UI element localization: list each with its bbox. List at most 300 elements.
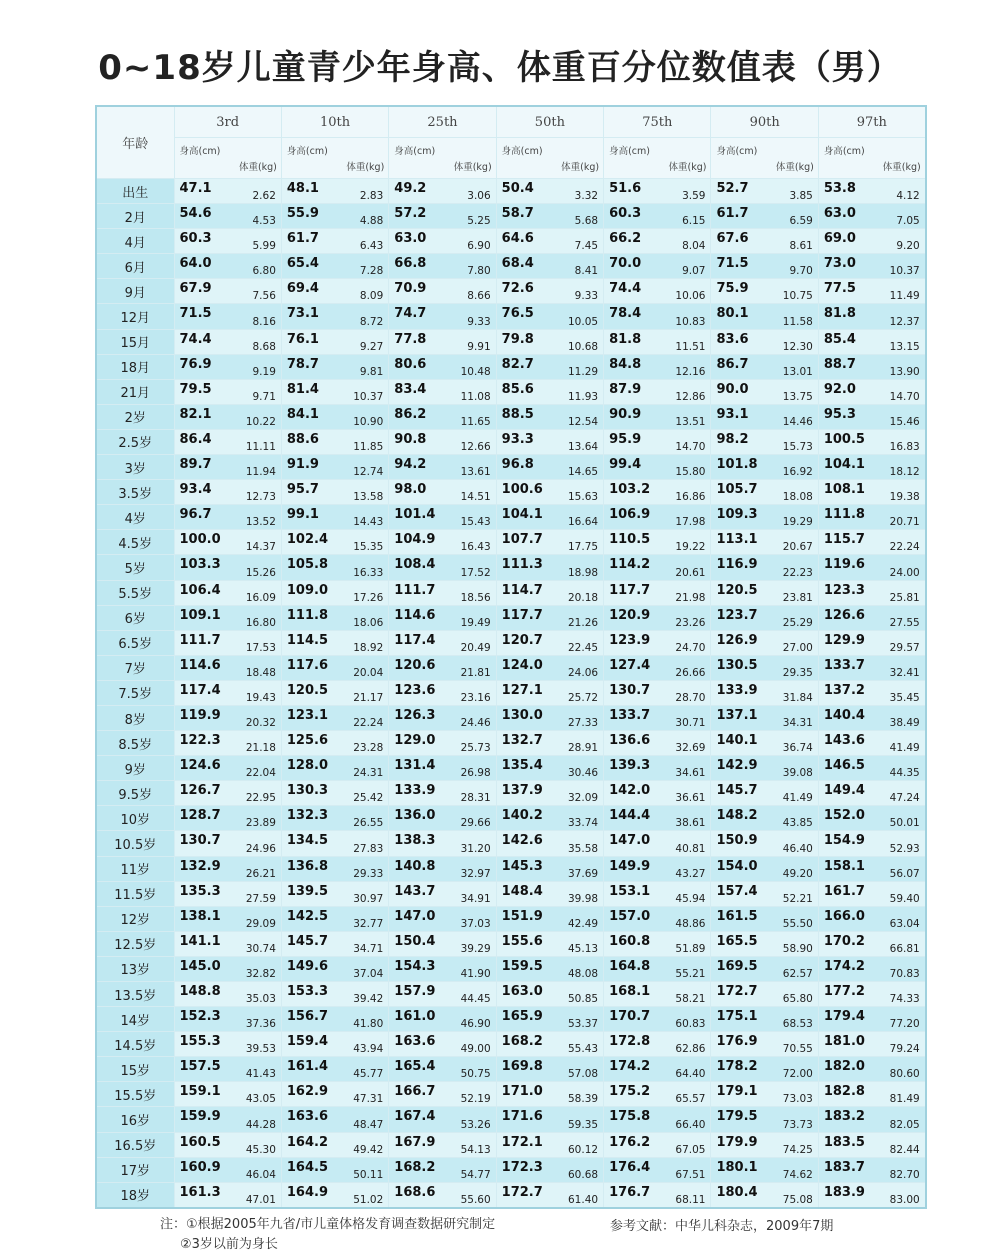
table-row bbox=[96, 1007, 926, 1032]
weight-value: 74.25 bbox=[782, 1143, 813, 1156]
age-cell: 3岁 bbox=[96, 455, 174, 480]
weight-value: 49.42 bbox=[353, 1143, 384, 1156]
age-cell: 2岁 bbox=[96, 404, 174, 429]
value-cell bbox=[496, 1007, 603, 1032]
weight-value: 17.52 bbox=[460, 566, 491, 579]
value-cell bbox=[818, 1132, 925, 1157]
value-cell bbox=[711, 379, 818, 404]
weight-value: 37.69 bbox=[568, 867, 599, 880]
value-cell bbox=[818, 279, 925, 304]
weight-value: 62.57 bbox=[782, 968, 813, 980]
height-value: 93.4 bbox=[179, 482, 212, 498]
value-cell bbox=[174, 455, 281, 480]
table-row bbox=[96, 555, 926, 580]
table-row bbox=[96, 781, 926, 806]
weight-value: 35.45 bbox=[889, 691, 920, 704]
age-cell: 4.5岁 bbox=[96, 530, 174, 555]
value-cell bbox=[281, 204, 388, 229]
height-value: 182.0 bbox=[823, 1059, 865, 1075]
weight-value: 6.43 bbox=[359, 240, 384, 253]
weight-value: 4.12 bbox=[896, 190, 920, 203]
height-value: 142.0 bbox=[609, 783, 651, 799]
weight-value: 12.30 bbox=[782, 340, 813, 353]
weight-value: 13.15 bbox=[889, 340, 920, 353]
height-value: 140.8 bbox=[394, 858, 436, 874]
height-value: 178.2 bbox=[716, 1059, 758, 1075]
height-value: 79.8 bbox=[501, 331, 534, 347]
height-value: 153.3 bbox=[286, 984, 329, 999]
weight-value: 46.40 bbox=[782, 842, 813, 855]
table-row bbox=[96, 1182, 926, 1208]
height-value: 172.8 bbox=[609, 1034, 651, 1050]
height-value: 180.4 bbox=[716, 1184, 758, 1200]
height-value: 128.0 bbox=[286, 758, 329, 774]
weight-value: 55.43 bbox=[568, 1043, 599, 1056]
value-cell bbox=[389, 680, 496, 705]
weight-value: 30.97 bbox=[353, 892, 384, 905]
weight-value: 5.99 bbox=[252, 240, 276, 253]
value-cell bbox=[818, 931, 925, 956]
value-cell bbox=[389, 229, 496, 254]
weight-value: 10.48 bbox=[460, 365, 491, 378]
height-value: 142.5 bbox=[286, 908, 329, 924]
weight-value: 54.13 bbox=[460, 1143, 491, 1156]
weight-value: 27.55 bbox=[889, 616, 920, 629]
weight-value: 13.52 bbox=[245, 516, 276, 529]
weight-value: 25.42 bbox=[353, 792, 384, 805]
height-value: 176.7 bbox=[609, 1184, 651, 1200]
unit-header-cell bbox=[389, 138, 496, 179]
weight-value: 41.49 bbox=[889, 742, 920, 755]
value-cell bbox=[281, 756, 388, 781]
height-value: 120.9 bbox=[609, 607, 651, 623]
weight-value: 43.94 bbox=[353, 1043, 384, 1056]
value-cell bbox=[174, 404, 281, 429]
percentile-header: 97th bbox=[818, 106, 925, 138]
weight-value: 34.31 bbox=[782, 717, 813, 730]
height-value: 105.7 bbox=[716, 482, 758, 498]
value-cell bbox=[604, 806, 711, 831]
height-value: 88.6 bbox=[286, 431, 319, 447]
height-value: 74.4 bbox=[179, 331, 212, 347]
value-cell bbox=[604, 906, 711, 931]
value-cell bbox=[604, 279, 711, 304]
weight-value: 20.32 bbox=[245, 717, 276, 730]
height-value: 73.0 bbox=[823, 256, 856, 272]
weight-value: 20.67 bbox=[782, 541, 813, 554]
value-cell bbox=[818, 756, 925, 781]
value-cell bbox=[281, 881, 388, 906]
value-cell bbox=[711, 304, 818, 329]
value-cell bbox=[174, 254, 281, 279]
value-cell bbox=[496, 404, 603, 429]
weight-value: 15.35 bbox=[353, 541, 384, 554]
height-value: 149.6 bbox=[286, 958, 329, 974]
value-cell bbox=[174, 229, 281, 254]
age-cell: 9岁 bbox=[96, 756, 174, 781]
height-value: 107.7 bbox=[501, 532, 543, 548]
height-value: 126.3 bbox=[394, 707, 436, 723]
value-cell bbox=[711, 856, 818, 881]
weight-value: 15.73 bbox=[782, 441, 813, 454]
height-value: 105.8 bbox=[286, 557, 329, 573]
value-cell bbox=[281, 229, 388, 254]
value-cell bbox=[604, 731, 711, 756]
value-cell bbox=[604, 856, 711, 881]
weight-value: 4.53 bbox=[252, 215, 276, 228]
value-cell bbox=[281, 429, 388, 454]
weight-value: 8.41 bbox=[574, 265, 599, 278]
table-row bbox=[96, 204, 926, 229]
height-value: 73.1 bbox=[286, 306, 319, 322]
weight-value: 53.37 bbox=[568, 1018, 599, 1031]
value-cell bbox=[281, 404, 388, 429]
weight-unit-label: 体重(kg) bbox=[453, 162, 492, 173]
height-value: 115.7 bbox=[823, 532, 865, 548]
value-cell bbox=[389, 429, 496, 454]
age-cell: 9.5岁 bbox=[96, 781, 174, 806]
value-cell bbox=[711, 505, 818, 530]
height-value: 172.3 bbox=[501, 1159, 543, 1175]
weight-value: 66.81 bbox=[889, 942, 920, 955]
value-cell bbox=[711, 530, 818, 555]
height-value: 166.0 bbox=[823, 908, 865, 924]
weight-value: 48.86 bbox=[675, 917, 706, 930]
value-cell bbox=[281, 931, 388, 956]
value-cell bbox=[604, 229, 711, 254]
table-row bbox=[96, 379, 926, 404]
value-cell bbox=[711, 229, 818, 254]
height-value: 92.0 bbox=[823, 381, 856, 397]
height-value: 108.1 bbox=[823, 482, 865, 498]
value-cell bbox=[711, 680, 818, 705]
height-value: 67.6 bbox=[716, 231, 749, 247]
value-cell bbox=[711, 404, 818, 429]
height-value: 75.9 bbox=[716, 281, 749, 297]
value-cell bbox=[604, 304, 711, 329]
height-value: 80.1 bbox=[716, 306, 749, 322]
height-value: 155.6 bbox=[501, 933, 543, 949]
value-cell bbox=[389, 1182, 496, 1208]
value-cell bbox=[174, 279, 281, 304]
height-value: 120.6 bbox=[394, 657, 436, 673]
weight-value: 25.72 bbox=[568, 691, 599, 704]
value-cell bbox=[818, 530, 925, 555]
weight-value: 19.29 bbox=[782, 516, 813, 529]
weight-unit-label: 体重(kg) bbox=[775, 162, 814, 173]
weight-value: 31.84 bbox=[782, 691, 813, 704]
weight-value: 43.85 bbox=[782, 817, 813, 830]
value-cell bbox=[496, 982, 603, 1007]
value-cell bbox=[711, 179, 818, 204]
value-cell bbox=[281, 1007, 388, 1032]
height-value: 119.9 bbox=[179, 707, 221, 723]
weight-value: 21.81 bbox=[460, 666, 491, 679]
value-cell bbox=[496, 956, 603, 981]
value-cell bbox=[711, 429, 818, 454]
value-cell bbox=[281, 680, 388, 705]
height-value: 57.2 bbox=[394, 206, 427, 222]
value-cell bbox=[281, 655, 388, 680]
value-cell bbox=[174, 856, 281, 881]
height-value: 77.8 bbox=[394, 331, 427, 347]
age-cell: 14岁 bbox=[96, 1007, 174, 1032]
height-value: 168.1 bbox=[609, 984, 651, 999]
value-cell bbox=[604, 179, 711, 204]
table-row bbox=[96, 229, 926, 254]
age-cell: 10.5岁 bbox=[96, 831, 174, 856]
value-cell bbox=[818, 179, 925, 204]
height-value: 159.1 bbox=[179, 1084, 221, 1100]
age-cell: 11.5岁 bbox=[96, 881, 174, 906]
value-cell bbox=[818, 680, 925, 705]
height-value: 150.4 bbox=[394, 933, 436, 949]
height-value: 98.2 bbox=[716, 431, 749, 447]
height-value: 163.6 bbox=[286, 1109, 329, 1125]
age-cell: 2月 bbox=[96, 204, 174, 229]
weight-value: 12.16 bbox=[675, 365, 706, 378]
age-cell: 14.5岁 bbox=[96, 1032, 174, 1057]
value-cell bbox=[281, 856, 388, 881]
table-row bbox=[96, 856, 926, 881]
weight-value: 82.44 bbox=[889, 1143, 920, 1156]
height-value: 176.2 bbox=[609, 1134, 651, 1150]
height-value: 130.7 bbox=[179, 833, 221, 849]
weight-value: 18.48 bbox=[245, 666, 276, 679]
height-value: 102.4 bbox=[286, 532, 329, 548]
weight-value: 32.09 bbox=[568, 792, 599, 805]
weight-value: 14.70 bbox=[675, 441, 706, 454]
value-cell bbox=[389, 605, 496, 630]
weight-value: 13.61 bbox=[460, 466, 491, 479]
height-value: 66.8 bbox=[394, 256, 427, 272]
height-value: 147.0 bbox=[394, 908, 436, 924]
age-cell: 5岁 bbox=[96, 555, 174, 580]
value-cell bbox=[389, 1057, 496, 1082]
value-cell bbox=[174, 982, 281, 1007]
weight-value: 60.12 bbox=[568, 1143, 599, 1156]
weight-value: 26.66 bbox=[675, 666, 706, 679]
table-row bbox=[96, 179, 926, 204]
age-cell: 12月 bbox=[96, 304, 174, 329]
weight-value: 32.69 bbox=[675, 742, 706, 755]
weight-value: 11.29 bbox=[568, 365, 599, 378]
value-cell bbox=[604, 1032, 711, 1057]
weight-value: 25.29 bbox=[782, 616, 813, 629]
weight-value: 73.03 bbox=[782, 1093, 813, 1106]
value-cell bbox=[496, 354, 603, 379]
weight-value: 11.85 bbox=[353, 441, 384, 454]
weight-value: 15.43 bbox=[460, 516, 491, 529]
value-cell bbox=[174, 806, 281, 831]
weight-value: 22.04 bbox=[245, 767, 276, 780]
height-value: 157.9 bbox=[394, 984, 436, 999]
weight-value: 23.28 bbox=[353, 742, 384, 755]
height-unit-label: 身高(cm) bbox=[501, 146, 543, 157]
height-value: 84.1 bbox=[286, 406, 319, 422]
weight-unit-label: 体重(kg) bbox=[668, 162, 707, 173]
value-cell bbox=[389, 580, 496, 605]
weight-unit-label: 体重(kg) bbox=[882, 162, 921, 173]
table-row bbox=[96, 705, 926, 730]
height-value: 117.4 bbox=[179, 682, 221, 698]
weight-value: 20.71 bbox=[889, 516, 920, 529]
weight-value: 65.57 bbox=[675, 1093, 706, 1106]
value-cell bbox=[174, 731, 281, 756]
height-value: 140.2 bbox=[501, 808, 543, 824]
value-cell bbox=[496, 530, 603, 555]
age-cell: 15岁 bbox=[96, 1057, 174, 1082]
weight-value: 18.98 bbox=[568, 566, 599, 579]
value-cell bbox=[389, 806, 496, 831]
value-cell bbox=[604, 982, 711, 1007]
height-value: 122.3 bbox=[179, 733, 221, 749]
value-cell bbox=[496, 1157, 603, 1182]
weight-value: 9.33 bbox=[574, 290, 599, 303]
height-value: 113.1 bbox=[716, 532, 758, 548]
height-value: 176.4 bbox=[609, 1159, 651, 1175]
height-value: 63.0 bbox=[394, 231, 427, 247]
height-value: 179.1 bbox=[716, 1084, 758, 1100]
weight-value: 56.07 bbox=[889, 867, 920, 880]
height-value: 65.4 bbox=[286, 256, 319, 272]
value-cell bbox=[389, 630, 496, 655]
weight-value: 24.00 bbox=[889, 566, 920, 579]
value-cell bbox=[604, 429, 711, 454]
value-cell bbox=[818, 404, 925, 429]
value-cell bbox=[711, 580, 818, 605]
height-value: 138.1 bbox=[179, 908, 221, 924]
height-value: 148.4 bbox=[501, 883, 543, 899]
age-cell: 17岁 bbox=[96, 1157, 174, 1182]
weight-value: 39.53 bbox=[245, 1043, 276, 1056]
weight-value: 68.11 bbox=[675, 1193, 706, 1206]
weight-value: 37.04 bbox=[353, 968, 384, 980]
weight-value: 24.46 bbox=[460, 717, 491, 730]
age-cell: 4岁 bbox=[96, 505, 174, 530]
weight-value: 10.37 bbox=[889, 265, 920, 278]
value-cell bbox=[711, 1107, 818, 1132]
height-unit-label: 身高(cm) bbox=[394, 146, 436, 157]
weight-value: 60.68 bbox=[568, 1168, 599, 1181]
value-cell bbox=[496, 806, 603, 831]
table-row bbox=[96, 480, 926, 505]
value-cell bbox=[389, 1107, 496, 1132]
weight-value: 32.82 bbox=[245, 968, 276, 980]
value-cell bbox=[711, 781, 818, 806]
weight-value: 26.55 bbox=[353, 817, 384, 830]
height-value: 143.7 bbox=[394, 883, 436, 899]
weight-value: 35.03 bbox=[245, 993, 276, 1006]
value-cell bbox=[604, 480, 711, 505]
weight-value: 57.08 bbox=[568, 1068, 599, 1081]
value-cell bbox=[818, 480, 925, 505]
weight-value: 9.70 bbox=[789, 265, 813, 278]
table-row bbox=[96, 881, 926, 906]
weight-value: 27.83 bbox=[353, 842, 384, 855]
growth-percentile-table bbox=[95, 105, 927, 1209]
height-value: 111.8 bbox=[286, 607, 329, 623]
value-cell bbox=[174, 1132, 281, 1157]
value-cell bbox=[604, 1082, 711, 1107]
weight-value: 14.70 bbox=[889, 390, 920, 403]
value-cell bbox=[818, 630, 925, 655]
value-cell bbox=[604, 204, 711, 229]
height-value: 119.6 bbox=[823, 557, 865, 573]
height-value: 169.5 bbox=[716, 958, 758, 974]
weight-value: 5.68 bbox=[574, 215, 599, 228]
weight-value: 37.03 bbox=[460, 917, 491, 930]
weight-value: 13.75 bbox=[782, 390, 813, 403]
height-value: 60.3 bbox=[609, 206, 642, 222]
percentile-header: 50th bbox=[496, 106, 603, 138]
weight-value: 8.09 bbox=[359, 290, 384, 303]
table-row bbox=[96, 731, 926, 756]
value-cell bbox=[496, 605, 603, 630]
height-value: 176.9 bbox=[716, 1034, 758, 1050]
height-value: 82.7 bbox=[501, 356, 534, 372]
weight-value: 26.98 bbox=[460, 767, 491, 780]
table-row bbox=[96, 982, 926, 1007]
weight-value: 8.61 bbox=[789, 240, 813, 253]
weight-value: 60.83 bbox=[675, 1018, 706, 1031]
weight-value: 28.91 bbox=[568, 742, 599, 755]
weight-value: 45.94 bbox=[675, 892, 706, 905]
value-cell bbox=[281, 580, 388, 605]
value-cell bbox=[818, 555, 925, 580]
height-value: 109.0 bbox=[286, 582, 329, 598]
value-cell bbox=[281, 1182, 388, 1208]
height-value: 88.5 bbox=[501, 406, 534, 422]
height-value: 136.0 bbox=[394, 808, 436, 824]
height-value: 130.7 bbox=[609, 682, 651, 698]
value-cell bbox=[711, 329, 818, 354]
age-cell: 6月 bbox=[96, 254, 174, 279]
percentile-header: 10th bbox=[281, 106, 388, 138]
value-cell bbox=[389, 756, 496, 781]
value-cell bbox=[604, 781, 711, 806]
height-value: 182.8 bbox=[823, 1084, 865, 1100]
value-cell bbox=[604, 605, 711, 630]
percentile-header: 25th bbox=[389, 106, 496, 138]
value-cell bbox=[604, 1182, 711, 1208]
height-value: 83.6 bbox=[716, 331, 749, 347]
weight-value: 3.85 bbox=[789, 190, 813, 203]
weight-value: 9.71 bbox=[252, 390, 276, 403]
value-cell bbox=[711, 756, 818, 781]
table-row bbox=[96, 279, 926, 304]
footnote-2: ②3岁以前为身长 bbox=[180, 1237, 278, 1252]
weight-value: 25.73 bbox=[460, 742, 491, 755]
weight-value: 16.64 bbox=[568, 516, 599, 529]
height-value: 101.8 bbox=[716, 457, 758, 473]
value-cell bbox=[711, 655, 818, 680]
value-cell bbox=[604, 1007, 711, 1032]
height-value: 114.5 bbox=[286, 632, 329, 648]
height-value: 84.8 bbox=[609, 356, 642, 372]
weight-value: 44.28 bbox=[245, 1118, 276, 1131]
value-cell bbox=[604, 756, 711, 781]
weight-value: 7.56 bbox=[252, 290, 276, 303]
weight-value: 17.53 bbox=[245, 641, 276, 654]
height-value: 108.4 bbox=[394, 557, 436, 573]
weight-value: 55.60 bbox=[460, 1193, 491, 1206]
unit-header-cell bbox=[496, 138, 603, 179]
height-value: 81.8 bbox=[609, 331, 642, 347]
weight-value: 22.24 bbox=[353, 717, 384, 730]
value-cell bbox=[174, 1032, 281, 1057]
height-value: 135.3 bbox=[179, 883, 221, 899]
